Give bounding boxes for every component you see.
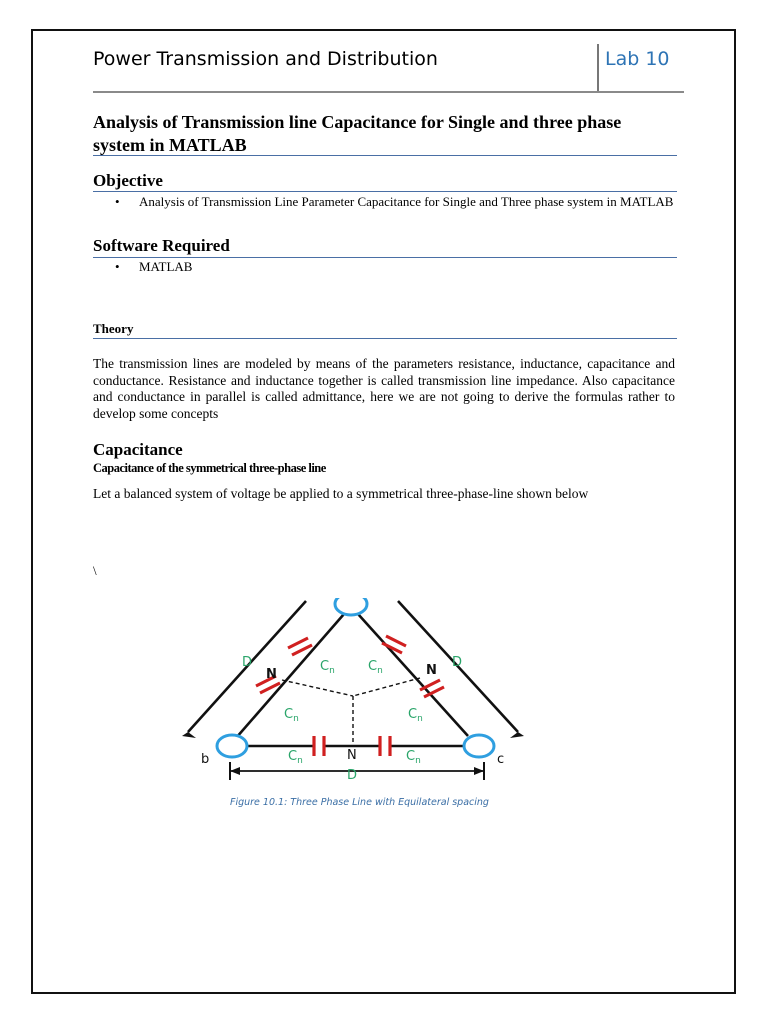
label-cn-6: $C_n$ bbox=[406, 749, 421, 766]
software-item: • MATLAB bbox=[93, 259, 677, 275]
capacitance-subheading: Capacitance of the symmetrical three-phase line bbox=[93, 461, 326, 475]
arrowhead-bottom-right bbox=[474, 767, 484, 775]
header-rule bbox=[93, 91, 684, 93]
label-n-left: N bbox=[266, 667, 277, 682]
objective-heading: Objective bbox=[93, 171, 163, 190]
dash-c bbox=[353, 678, 420, 696]
label-d-right: D bbox=[452, 655, 463, 670]
objective-item: • Analysis of Transmission Line Parameter Capacitance for Single and Three phase system in MATLAB bbox=[93, 194, 677, 210]
figure-caption: Figure 10.1: Three Phase Line with Equilateral spacing bbox=[230, 797, 489, 808]
label-n-right: N bbox=[426, 663, 437, 678]
three-phase-figure bbox=[168, 598, 540, 788]
label-n-bottom: N bbox=[347, 748, 357, 763]
label-cn-5: $C_n$ bbox=[288, 749, 303, 766]
label-cn-2: $C_n$ bbox=[368, 659, 383, 676]
arrowhead-left bbox=[182, 732, 196, 738]
stray-backslash: \ bbox=[93, 563, 97, 578]
capacitor-ac-upper-2 bbox=[386, 636, 406, 646]
capacitor-ab-upper-1 bbox=[288, 638, 308, 648]
software-heading: Software Required bbox=[93, 236, 230, 255]
label-node-c: c bbox=[497, 752, 505, 767]
conductor-a bbox=[335, 598, 367, 615]
capacitance-text: Let a balanced system of voltage be applied to a symmetrical three-phase-line shown below bbox=[93, 486, 589, 501]
software-rule bbox=[93, 257, 677, 258]
dash-a bbox=[282, 680, 353, 696]
header-lab-number: Lab 10 bbox=[605, 48, 670, 70]
theory-paragraph: The transmission lines are modeled by means of the parameters resistance, inductance, capacitance and conductance. Resistance and inductance together is called transmission line impedance. Also capacitance and conductance in parallel is called admittance, here we are not going to derive the formulas rather to develop some concepts bbox=[93, 356, 675, 421]
conductors bbox=[217, 598, 494, 757]
label-d-bottom: D bbox=[347, 768, 358, 783]
objective-rule bbox=[93, 191, 677, 192]
capacitance-heading: Capacitance bbox=[93, 440, 183, 459]
header-divider bbox=[597, 44, 599, 92]
header-title: Power Transmission and Distribution bbox=[93, 48, 438, 70]
title-rule bbox=[93, 155, 677, 156]
three-phase-diagram bbox=[168, 598, 540, 788]
arrowhead-right bbox=[510, 732, 524, 738]
label-d-left: D bbox=[242, 655, 253, 670]
document-title: Analysis of Transmission line Capacitance for Single and three phase system in MATLAB bbox=[93, 112, 622, 155]
label-cn-1: $C_n$ bbox=[320, 659, 335, 676]
objective-list bbox=[93, 194, 677, 210]
label-node-b: b bbox=[201, 752, 210, 767]
software-list bbox=[93, 259, 677, 275]
neutral-dashes bbox=[282, 678, 420, 743]
capacitors bbox=[256, 636, 444, 756]
conductor-b bbox=[217, 735, 247, 757]
label-cn-4: $C_n$ bbox=[408, 707, 423, 724]
label-cn-3: $C_n$ bbox=[284, 707, 299, 724]
arrowhead-bottom-left bbox=[230, 767, 240, 775]
theory-heading: Theory bbox=[93, 321, 134, 336]
conductor-c bbox=[464, 735, 494, 757]
theory-rule bbox=[93, 338, 677, 339]
